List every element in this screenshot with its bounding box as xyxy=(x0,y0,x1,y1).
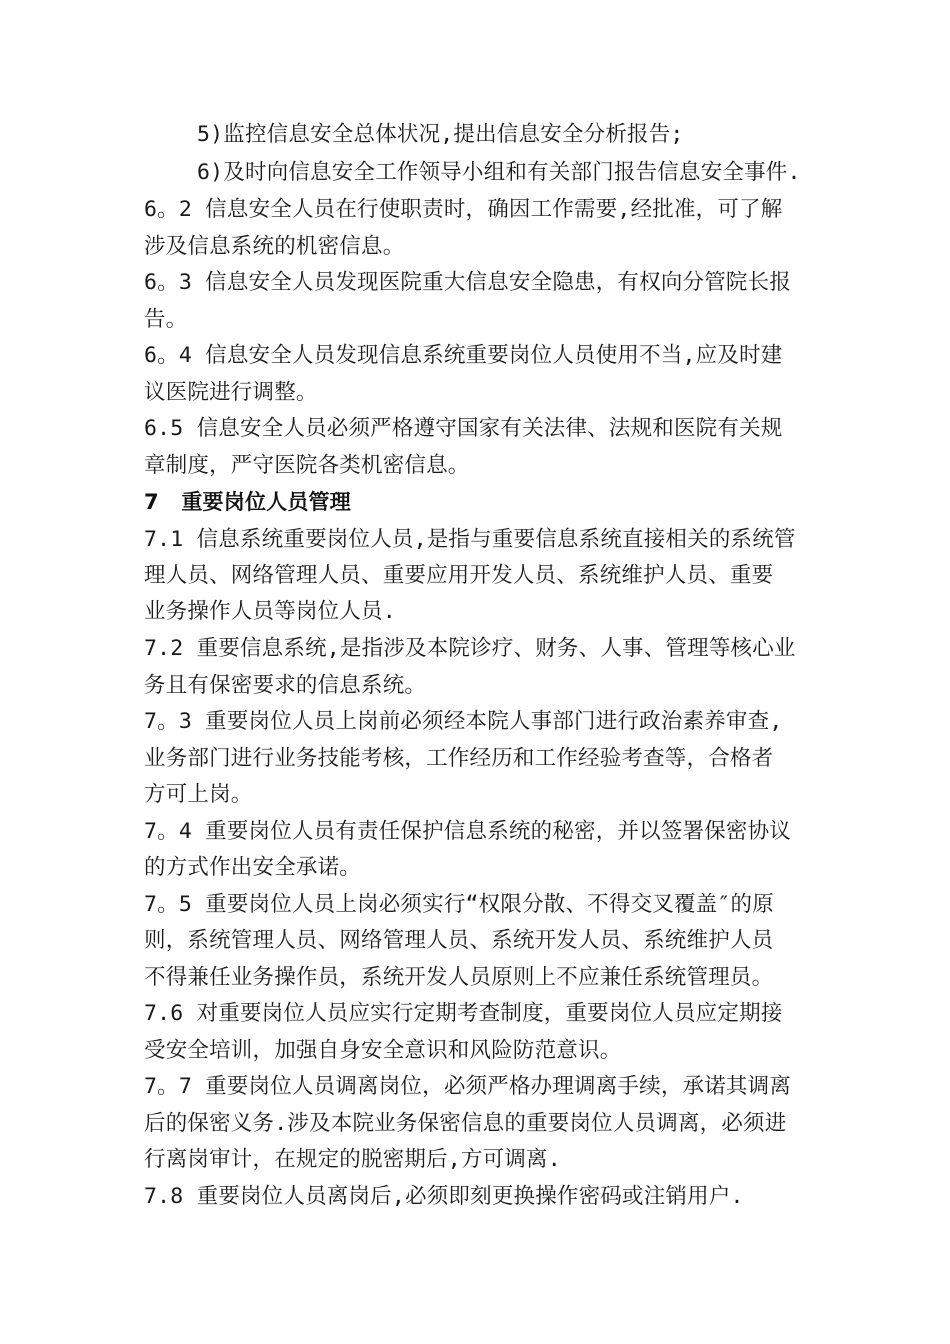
paragraph-6-4-line-1: 6。4 信息安全人员发现信息系统重要岗位人员使用不当,应及时建 xyxy=(144,343,783,368)
section-heading-7: 7 重要岗位人员管理 xyxy=(144,490,351,514)
paragraph-7-3-line-3: 方可上岗。 xyxy=(144,782,253,807)
paragraph-7-6-line-2: 受安全培训，加强自身安全意识和风险防范意识。 xyxy=(144,1038,622,1063)
list-item-5: 5)监控信息安全总体状况,提出信息安全分析报告; xyxy=(197,122,684,147)
paragraph-6-4-line-2: 议医院进行调整。 xyxy=(144,380,318,405)
paragraph-7-4-line-1: 7。4 重要岗位人员有责任保护信息系统的秘密，并以签署保密协议 xyxy=(144,819,792,844)
paragraph-7-5-line-2: 则，系统管理人员、网络管理人员、系统开发人员、系统维护人员 xyxy=(144,928,774,953)
paragraph-7-6-line-1: 7.6 对重要岗位人员应实行定期考查制度，重要岗位人员应定期接 xyxy=(144,1001,783,1026)
paragraph-7-5-line-1: 7。5 重要岗位人员上岗必须实行“权限分散、不得交叉覆盖″的原 xyxy=(144,892,774,917)
paragraph-7-7-line-1: 7。7 重要岗位人员调离岗位，必须严格办理调离手续，承诺其调离 xyxy=(144,1074,792,1099)
paragraph-7-4-line-2: 的方式作出安全承诺。 xyxy=(144,855,362,880)
paragraph-7-5-line-3: 不得兼任业务操作员，系统开发人员原则上不应兼任系统管理员。 xyxy=(144,965,774,990)
paragraph-7-3-line-1: 7。3 重要岗位人员上岗前必须经本院人事部门进行政治素养审查, xyxy=(144,709,783,734)
paragraph-6-3-line-1: 6。3 信息安全人员发现医院重大信息安全隐患，有权向分管院长报 xyxy=(144,270,792,295)
paragraph-6-3-line-2: 告。 xyxy=(144,307,188,332)
paragraph-6-2-line-2: 涉及信息系统的机密信息。 xyxy=(144,234,405,259)
paragraph-7-1-line-3: 业务操作人员等岗位人员. xyxy=(144,599,396,624)
paragraph-7-3-line-2: 业务部门进行业务技能考核，工作经历和工作经验考查等，合格者 xyxy=(144,746,774,771)
paragraph-7-1-line-1: 7.1 信息系统重要岗位人员,是指与重要信息系统直接相关的系统管 xyxy=(144,527,796,552)
paragraph-7-8-line-1: 7.8 重要岗位人员离岗后,必须即刻更换操作密码或注销用户. xyxy=(144,1184,744,1209)
paragraph-7-1-line-2: 理人员、网络管理人员、重要应用开发人员、系统维护人员、重要 xyxy=(144,563,774,588)
paragraph-7-2-line-1: 7.2 重要信息系统,是指涉及本院诊疗、财务、人事、管理等核心业 xyxy=(144,636,796,661)
list-item-6: 6)及时向信息安全工作领导小组和有关部门报告信息安全事件. xyxy=(197,160,801,185)
paragraph-7-7-line-2: 后的保密义务.涉及本院业务保密信息的重要岗位人员调离，必须进 xyxy=(144,1111,787,1136)
paragraph-7-7-line-3: 行离岗审计，在规定的脱密期后,方可调离. xyxy=(144,1147,561,1172)
paragraph-6-5-line-2: 章制度，严守医院各类机密信息。 xyxy=(144,453,470,478)
paragraph-7-2-line-2: 务且有保密要求的信息系统。 xyxy=(144,673,427,698)
paragraph-6-5-line-1: 6.5 信息安全人员必须严格遵守国家有关法律、法规和医院有关规 xyxy=(144,416,783,441)
paragraph-6-2-line-1: 6。2 信息安全人员在行使职责时，确因工作需要,经批准，可了解 xyxy=(144,197,783,222)
